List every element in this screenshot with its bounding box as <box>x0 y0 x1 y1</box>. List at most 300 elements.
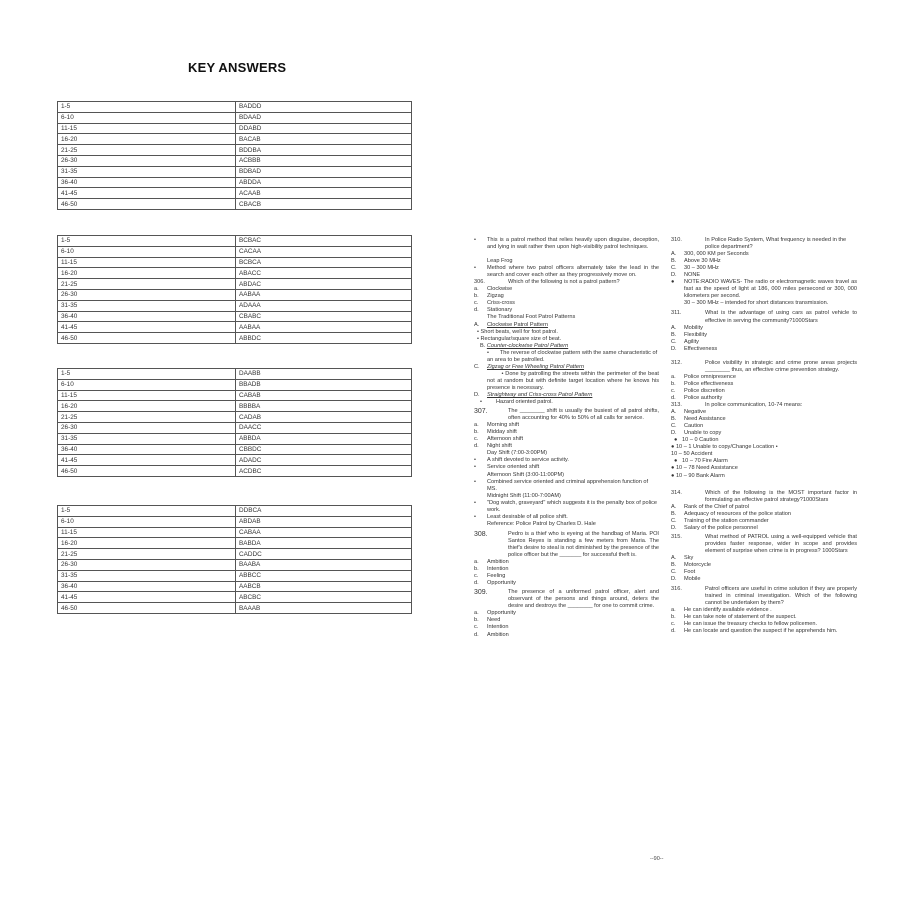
page-number: --90-- <box>650 856 664 862</box>
item-range: 36-40 <box>58 581 236 592</box>
answer-option <box>474 429 659 436</box>
item-range: 26-30 <box>58 559 236 570</box>
option-label: A. <box>671 409 677 416</box>
answer-option <box>671 395 857 402</box>
bullet-icon: • <box>474 464 476 471</box>
option-label: b. <box>474 293 479 300</box>
answer-option <box>474 422 659 429</box>
answer-option <box>671 504 857 511</box>
ten-codes-list <box>671 437 857 479</box>
option-text: 30 – 300 MHz <box>684 265 719 272</box>
answer-key-row <box>58 123 412 134</box>
bullet-icon: • <box>474 499 476 506</box>
option-text: Opportunity <box>487 610 516 617</box>
item-range: 26-30 <box>58 422 236 433</box>
question-309: 309. The presence of a uniformed patrol officer, alert and observant of the persons and things around, deters the desire and destroys the ________ for one to commit crime. <box>474 589 659 610</box>
answer-key-row <box>58 412 412 423</box>
bullet-text: A shift devoted to service activity. <box>487 457 569 464</box>
answer-key-row <box>58 369 412 380</box>
answer-letters: ABDAC <box>236 279 412 290</box>
answer-key-row <box>58 177 412 188</box>
answer-option <box>671 423 857 430</box>
option-label: a. <box>671 373 676 380</box>
item-range: 1-5 <box>58 369 236 380</box>
answer-key-row <box>58 538 412 549</box>
option-label: A. <box>671 554 677 561</box>
option-text: Rank of the Chief of patrol <box>684 503 749 510</box>
questions-column-left <box>474 237 659 639</box>
answer-key-row <box>58 236 412 247</box>
item-range: 31-35 <box>58 433 236 444</box>
answer-option <box>474 624 659 631</box>
answer-letters: ABACC <box>236 268 412 279</box>
q309-options <box>474 610 659 638</box>
option-text: He can issue the treasury checks to fellow policemen. <box>684 621 818 628</box>
option-label: D. <box>671 430 677 437</box>
answer-key-row <box>58 134 412 145</box>
item-range: 31-35 <box>58 570 236 581</box>
answer-letters: ADADC <box>236 455 412 466</box>
answer-option <box>671 621 857 628</box>
pattern-a-bullet-1: • Short beats, well for foot patrol. <box>477 328 558 335</box>
option-label: d. <box>671 394 676 401</box>
option-text: He can locate and question the suspect if he apprehends him. <box>684 628 838 635</box>
option-text: Training of the station commander <box>684 517 769 524</box>
option-text: Above 30 MHz <box>684 258 721 265</box>
item-range: 41-45 <box>58 455 236 466</box>
option-label: b. <box>474 566 479 573</box>
answer-letters: BAABA <box>236 559 412 570</box>
option-label: c. <box>671 387 676 394</box>
bullet-text: Least desirable of all police shift. <box>487 513 568 520</box>
day-shift-bullets <box>474 457 659 471</box>
option-label: d. <box>671 628 676 635</box>
item-range: 6-10 <box>58 379 236 390</box>
answer-key-row <box>58 379 412 390</box>
answer-letters: AABAA <box>236 289 412 300</box>
q310-options <box>671 251 857 279</box>
answer-letters: ACBBB <box>236 155 412 166</box>
item-range: 6-10 <box>58 246 236 257</box>
item-range: 11-15 <box>58 390 236 401</box>
answer-letters: ACAAB <box>236 188 412 199</box>
bullet-item <box>474 514 659 521</box>
option-text: Adequacy of resources of the police station <box>684 510 791 517</box>
answer-key-row <box>58 433 412 444</box>
item-range: 46-50 <box>58 466 236 477</box>
option-label: C. <box>671 265 677 272</box>
answer-letters: BABDA <box>236 538 412 549</box>
answer-key-row <box>58 279 412 290</box>
answer-letters: AABCB <box>236 581 412 592</box>
question-311: 311. What is the advantage of using cars as patrol vehicle to effective in serving the community?1000Stars <box>671 310 857 324</box>
option-label: C. <box>671 338 677 345</box>
answer-key-row <box>58 199 412 210</box>
item-range: 6-10 <box>58 516 236 527</box>
item-range: 46-50 <box>58 333 236 344</box>
option-text: Zigzag <box>487 293 504 300</box>
pattern-a-bullet-2: • Rectangular/square size of beat. <box>477 335 562 342</box>
answer-letters: BBADB <box>236 379 412 390</box>
option-label: D. <box>671 524 677 531</box>
option-text: 300, 000 KM per Seconds <box>684 251 749 258</box>
option-label: a. <box>474 610 479 617</box>
answer-letters: ADAAA <box>236 300 412 311</box>
option-label: D. <box>671 576 677 583</box>
answer-option <box>671 607 857 614</box>
bullet-text: Combined service oriented and criminal apprehension function of MS. <box>487 478 649 492</box>
answer-key-row <box>58 322 412 333</box>
option-text: Afternoon shift <box>487 436 524 443</box>
q311-options <box>671 325 857 353</box>
answer-option <box>474 300 659 307</box>
item-range: 11-15 <box>58 123 236 134</box>
option-text: Criss-cross <box>487 300 515 307</box>
option-label: B. <box>671 562 677 569</box>
item-range: 16-20 <box>58 268 236 279</box>
option-label: d. <box>474 580 479 587</box>
item-range: 36-40 <box>58 311 236 322</box>
answer-key-row <box>58 257 412 268</box>
answer-key-row <box>58 300 412 311</box>
answer-key-row <box>58 166 412 177</box>
option-label: b. <box>474 429 479 436</box>
item-range: 6-10 <box>58 112 236 123</box>
option-label: B. <box>671 331 677 338</box>
answer-option <box>474 617 659 624</box>
answer-option <box>671 569 857 576</box>
item-range: 16-20 <box>58 538 236 549</box>
option-text: Midday shift <box>487 429 517 436</box>
midnight-shift-bullets <box>474 500 659 521</box>
option-label: d. <box>474 443 479 450</box>
answer-option <box>671 374 857 381</box>
option-text: Clockwise <box>487 286 513 293</box>
q307-options <box>474 422 659 450</box>
option-text: Feeling <box>487 573 506 580</box>
answer-key-row <box>58 549 412 560</box>
item-range: 46-50 <box>58 199 236 210</box>
option-label: c. <box>474 624 479 631</box>
answer-letters: CADAB <box>236 412 412 423</box>
answer-key-row <box>58 311 412 322</box>
answer-option <box>474 307 659 314</box>
q316-options <box>671 607 857 635</box>
option-text: Need <box>487 617 501 624</box>
option-label: b. <box>474 617 479 624</box>
option-text: Night shift <box>487 443 512 450</box>
answer-key-row <box>58 581 412 592</box>
item-range: 16-20 <box>58 134 236 145</box>
answer-option <box>671 388 857 395</box>
answer-key-row <box>58 102 412 113</box>
option-text: Mobility <box>684 324 703 331</box>
q306-options <box>474 286 659 314</box>
item-range: 41-45 <box>58 592 236 603</box>
answer-key-row <box>58 559 412 570</box>
option-label: b. <box>671 380 676 387</box>
page-title: KEY ANSWERS <box>188 60 287 75</box>
option-text: NONE <box>684 272 701 279</box>
item-range: 21-25 <box>58 412 236 423</box>
afternoon-shift-heading: Afternoon Shift (3:00-11:00PM) <box>487 471 565 478</box>
option-text: Ambition <box>487 559 509 566</box>
answer-letters: ACDBC <box>236 466 412 477</box>
answer-key-row <box>58 516 412 527</box>
ten-code: ● 10 – 1 Unable to copy/Change Location • <box>671 444 778 451</box>
answer-letters: DDBCA <box>236 506 412 517</box>
bullet-item <box>474 457 659 464</box>
answer-option <box>671 332 857 339</box>
radio-waves-note: ● NOTE:RADIO WAVES- The radio or electromagnetic waves travel as fast as the speed of light at 186, 000 miles persecond or 300, 000 kilometers per second. <box>671 279 857 300</box>
answer-letters: ABDDA <box>236 177 412 188</box>
bullet-item <box>474 464 659 471</box>
midnight-shift-heading: Midnight Shift (11:00-7:00AM) <box>487 492 561 499</box>
answer-option <box>671 628 857 635</box>
afternoon-shift-bullets <box>474 479 659 493</box>
ten-code: ● 10 – 70 Fire Alarm <box>674 458 728 465</box>
answer-option <box>671 381 857 388</box>
answer-option <box>671 555 857 562</box>
answer-letters: BDBAD <box>236 166 412 177</box>
answer-key-row <box>58 422 412 433</box>
option-text: Intention <box>487 624 509 631</box>
pattern-d-text: • Hazard oriented patrol. <box>480 399 553 406</box>
answer-letters: DAABB <box>236 369 412 380</box>
answer-key-row <box>58 333 412 344</box>
item-range: 36-40 <box>58 444 236 455</box>
answer-option <box>671 518 857 525</box>
answer-option <box>474 632 659 639</box>
answer-key-row <box>58 112 412 123</box>
answer-option <box>474 286 659 293</box>
option-label: a. <box>474 559 479 566</box>
questions-column-right <box>671 237 857 635</box>
option-text: He can take note of statement of the suspect. <box>684 614 797 621</box>
answer-option <box>474 559 659 566</box>
option-text: Intention <box>487 566 509 573</box>
answer-key-table-1 <box>57 101 412 210</box>
answer-option <box>671 272 857 279</box>
answer-letters: BBBBA <box>236 401 412 412</box>
pattern-a-title: A. Clockwise Patrol Pattern <box>474 321 548 328</box>
q308-options <box>474 559 659 587</box>
bullet-icon: • <box>474 457 476 464</box>
option-text: Ambition <box>487 631 509 638</box>
item-range: 26-30 <box>58 289 236 300</box>
answer-key-row <box>58 401 412 412</box>
answer-option <box>671 251 857 258</box>
answer-option <box>671 409 857 416</box>
answer-letters: BDAAD <box>236 112 412 123</box>
bullet-icon: ● <box>671 279 675 286</box>
question-316: 316. Patrol officers are useful in crime solution if they are properly trained in criminal investigation. Which of the following cannot be undertaken by them? <box>671 586 857 607</box>
option-text: Need Assistance <box>684 416 726 423</box>
item-range: 41-45 <box>58 322 236 333</box>
item-range: 11-15 <box>58 527 236 538</box>
answer-letters: CBABC <box>236 311 412 322</box>
answer-key-table-4 <box>57 505 412 614</box>
option-label: C. <box>671 517 677 524</box>
answer-letters: CBBDC <box>236 444 412 455</box>
item-range: 21-25 <box>58 145 236 156</box>
answer-letters: ABBDA <box>236 433 412 444</box>
answer-key-table-2 <box>57 235 412 344</box>
answer-key-row <box>58 592 412 603</box>
bullet-text: "Dog watch, graveyard" which suggests it is the penalty box of police work. <box>487 499 658 513</box>
option-text: Stationary <box>487 307 513 314</box>
option-text: Motorcycle <box>684 562 712 569</box>
option-label: a. <box>474 422 479 429</box>
answer-option <box>474 580 659 587</box>
item-range: 1-5 <box>58 236 236 247</box>
answer-option <box>474 573 659 580</box>
answer-letters: ABCBC <box>236 592 412 603</box>
answer-letters: DDABD <box>236 123 412 134</box>
answer-letters: DAACC <box>236 422 412 433</box>
answer-key-row <box>58 155 412 166</box>
answer-option <box>474 436 659 443</box>
bullet-text: Service oriented shift <box>487 464 540 471</box>
option-text: Morning shift <box>487 422 520 429</box>
answer-option <box>474 443 659 450</box>
option-label: A. <box>671 324 677 331</box>
reference: Reference: Police Patrol by Charles D. Hale <box>487 520 596 527</box>
ten-code: ● 10 – 90 Bank Alarm <box>671 472 725 479</box>
option-label: A. <box>671 251 677 258</box>
pattern-c-text: • Done by patrolling the streets within the perimeter of the beat not at random but with definite target location where he knows his presence is necessary. <box>487 370 659 391</box>
item-range: 1-5 <box>58 102 236 113</box>
option-label: c. <box>671 621 676 628</box>
answer-letters: ABBCC <box>236 570 412 581</box>
answer-key-row <box>58 506 412 517</box>
answer-option <box>671 346 857 353</box>
item-range: 26-30 <box>58 155 236 166</box>
answer-key-row <box>58 289 412 300</box>
option-label: d. <box>474 307 479 314</box>
pattern-b-text: • The reverse of clockwise pattern with the same characteristic of an area to be patrolled. <box>487 349 658 363</box>
patterns-heading: The Traditional Foot Patrol Patterns <box>487 314 576 321</box>
answer-option <box>474 610 659 617</box>
answer-key-row <box>58 603 412 614</box>
answer-option <box>671 511 857 518</box>
ten-code: ● 10 – 78 Need Assistance <box>671 465 738 472</box>
answer-letters: CADDC <box>236 549 412 560</box>
item-range: 16-20 <box>58 401 236 412</box>
pattern-b-title: B. Counter-clockwise Patrol Pattern <box>480 342 569 349</box>
option-text: Salary of the police personnel <box>684 524 758 531</box>
answer-option <box>671 339 857 346</box>
answer-key-row <box>58 466 412 477</box>
answer-letters: CACAA <box>236 246 412 257</box>
answer-key-row <box>58 390 412 401</box>
answer-option <box>671 325 857 332</box>
option-text: Police omnipresence <box>684 373 736 380</box>
answer-letters: CBACB <box>236 199 412 210</box>
bullet-item <box>474 479 659 493</box>
option-text: He can identify available evidence . <box>684 607 772 614</box>
answer-option <box>671 614 857 621</box>
day-shift-heading: Day Shift (7:00-3:00PM) <box>487 450 548 457</box>
option-label: c. <box>474 573 479 580</box>
question-306: 306. Which of the following is not a patrol pattern? <box>474 279 620 286</box>
option-text: Police discretion <box>684 387 725 394</box>
bullet-icon: • <box>474 237 476 243</box>
option-label: B. <box>671 416 677 423</box>
bullet-icon: • <box>474 513 476 520</box>
item-range: 31-35 <box>58 300 236 311</box>
answer-letters: CABAB <box>236 390 412 401</box>
option-text: Negative <box>684 409 707 416</box>
option-text: Police authority <box>684 394 723 401</box>
item-range: 31-35 <box>58 166 236 177</box>
option-text: Effectiveness <box>684 345 718 352</box>
question-308: 308. Pedro is a thief who is eyeing at the handbag of Maria. POI Santos Reyes is standing a few meters from Maria. The thief's desire to steal is not diminished by the presence of the police officer but the _______ for successful theft is. <box>474 530 659 559</box>
answer-letters: ABBDC <box>236 333 412 344</box>
q313-options <box>671 409 857 437</box>
q314-options <box>671 504 857 532</box>
leap-frog-heading: Leap Frog <box>487 258 513 265</box>
option-label: c. <box>474 436 479 443</box>
answer-letters: AABAA <box>236 322 412 333</box>
answer-option <box>671 430 857 437</box>
ten-code: 10 – 50 Accident <box>671 451 713 458</box>
option-label: D. <box>671 345 677 352</box>
option-label: B. <box>671 510 677 517</box>
option-text: Agility <box>684 338 699 345</box>
answer-key-row <box>58 268 412 279</box>
item-range: 41-45 <box>58 188 236 199</box>
item-range: 36-40 <box>58 177 236 188</box>
q315-options <box>671 555 857 583</box>
answer-key-row <box>58 444 412 455</box>
item-range: 21-25 <box>58 549 236 560</box>
question-307: 307. The ________ shift is usually the busiest of all patrol shifts, often accounting for 40% to 50% of all calls for service. <box>474 408 659 422</box>
intro-bullet: • This is a patrol method that relies heavily upon disguise, deception, and lying in wait rather then upon high-visibility patrol techniques. <box>474 237 659 251</box>
option-label: B. <box>671 258 677 265</box>
option-label: A. <box>671 503 677 510</box>
answer-option <box>671 562 857 569</box>
option-text: Sky <box>684 554 694 561</box>
option-label: b. <box>671 614 676 621</box>
item-range: 1-5 <box>58 506 236 517</box>
option-text: Police effectiveness <box>684 380 734 387</box>
option-text: Unable to copy <box>684 430 722 437</box>
answer-key-row <box>58 188 412 199</box>
answer-option <box>474 566 659 573</box>
bullet-item <box>474 500 659 514</box>
answer-option <box>671 265 857 272</box>
answer-key-table-3 <box>57 368 412 477</box>
option-label: D. <box>671 272 677 279</box>
option-text: Foot <box>684 569 696 576</box>
radio-waves-note-2: 30 – 300 MHz – intended for short distances transmission. <box>684 300 829 307</box>
answer-option <box>671 576 857 583</box>
answer-option <box>671 258 857 265</box>
bullet-icon: • <box>474 478 476 485</box>
answer-letters: BCBAC <box>236 236 412 247</box>
answer-key-row <box>58 145 412 156</box>
option-label: d. <box>474 631 479 638</box>
question-312: 312. Police visibility in strategic and crime prone areas projects ________ thus, an effective crime prevention strategy. <box>671 359 857 373</box>
answer-letters: BDDBA <box>236 145 412 156</box>
option-label: C. <box>671 569 677 576</box>
question-315: 315. What method of PATROL using a well-equipped vehicle that provides faster response, wider in scope and provides element of surprise when crime is in progress? 1000Stars <box>671 533 857 554</box>
q312-options <box>671 374 857 402</box>
question-313: 313. In police communication, 10-74 means: <box>671 402 803 409</box>
option-text: Flexibility <box>684 331 708 338</box>
bullet-icon: • <box>474 265 476 272</box>
